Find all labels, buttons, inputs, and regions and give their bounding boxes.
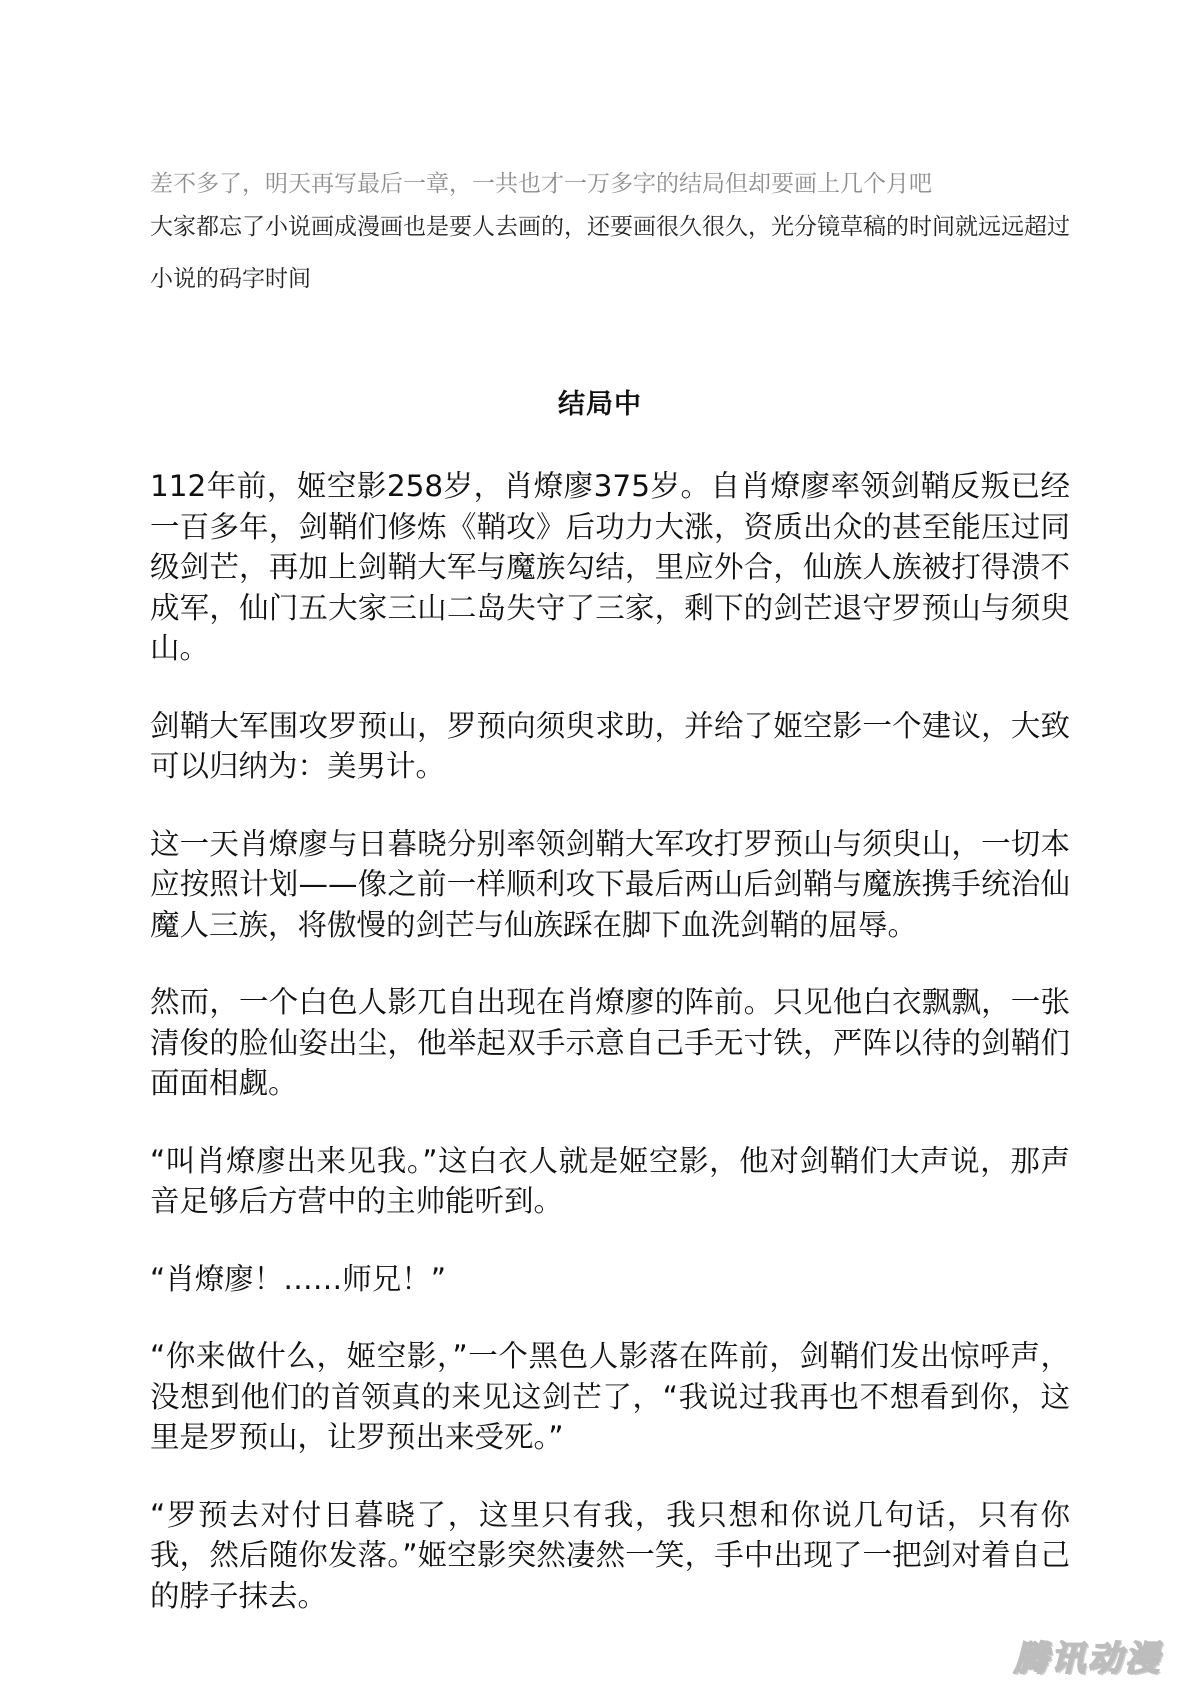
paragraph-5: “叫肖燎廖出来见我。”这白衣人就是姬空影，他对剑鞘们大声说，那声音足够后方营中的主帅能听到。 [150, 1143, 1070, 1218]
paragraph-4: 然而，一个白色人影兀自出现在肖燎廖的阵前。只见他白衣飘飘，一张清俊的脸仙姿出尘，他举起双手示意自己手无寸铁，严阵以待的剑鞘们面面相觑。 [150, 985, 1070, 1100]
paragraph-2: 剑鞘大军围攻罗预山，罗预向须臾求助，并给了姬空影一个建议，大致可以归纳为：美男计。 [150, 708, 1070, 783]
paragraph-3: 这一天肖燎廖与日暮晓分别率领剑鞘大军攻打罗预山与须臾山，一切本应按照计划——像之前一样顺利攻下最后两山后剑鞘与魔族携手统治仙魔人三族，将傲慢的剑芒与仙族踩在脚下血洗剑鞘的屈辱。 [150, 826, 1070, 942]
author-note-line-1: 差不多了，明天再写最后一章，一共也才一万多字的结局但却要画上几个月吧 [150, 171, 932, 197]
paragraph-8: “罗预去对付日暮晓了，这里只有我，我只想和你说几句话，只有你我，然后随你发落。”姬空影突然凄然一笑，手中出现了一把剑对着自己的脖子抹去。 [150, 1497, 1070, 1613]
paragraph-1: 112年前，姬空影258岁，肖燎廖375岁。自肖燎廖率领剑鞘反叛已经一百多年，剑鞘们修炼《鞘攻》后功力大涨，资质出众的甚至能压过同级剑芒，再加上剑鞘大军与魔族勾结，里应外合，仙族人族被打得溃不成军，仙门五大家三山二岛失守了三家，剩下的剑芒退守罗预山与须臾山。 [150, 469, 1070, 665]
author-note-line-2: 大家都忘了小说画成漫画也是要人去画的，还要画很久很久，光分镜草稿的时间就远远超过小说的码字时间 [150, 214, 1070, 292]
chapter-title: 结局中 [558, 389, 642, 420]
paragraph-6: “肖燎廖！……师兄！” [150, 1261, 447, 1296]
paragraph-7: “你来做什么，姬空影，”一个黑色人影落在阵前，剑鞘们发出惊呼声，没想到他们的首领真的来见这剑芒了，“我说过我再也不想看到你，这里是罗预山，让罗预出来受死。” [150, 1339, 1070, 1454]
tencent-comic-watermark-logo: 腾讯动漫 [1014, 1638, 1162, 1679]
chapter-body [150, 466, 1070, 1653]
